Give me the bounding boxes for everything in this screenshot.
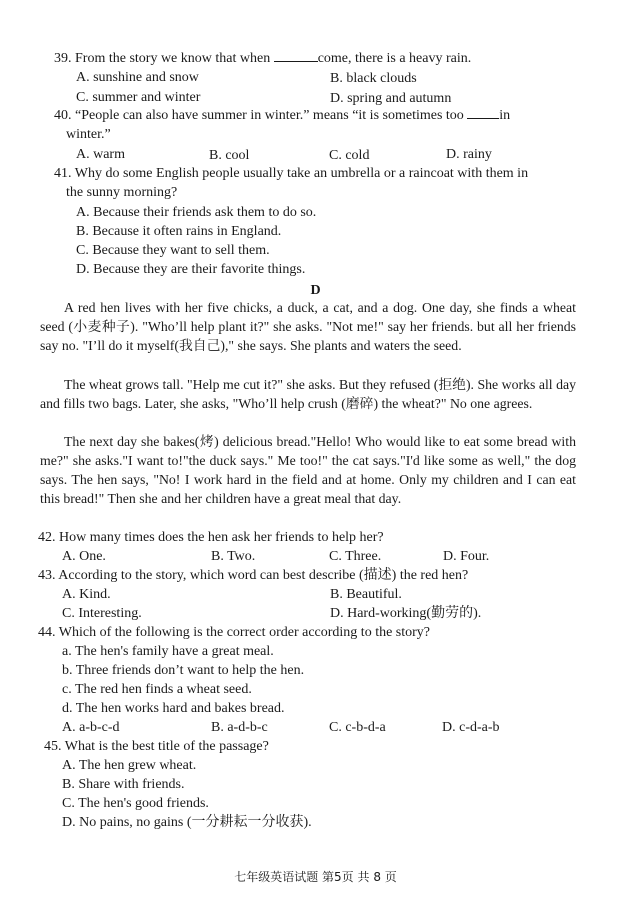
q45-option-b: B. Share with friends. xyxy=(62,777,185,792)
q43-option-d: D. Hard-working(勤劳的). xyxy=(330,606,482,621)
q44-option-d: D. c-d-a-b xyxy=(442,720,500,735)
q40-option-c: C. cold xyxy=(329,148,370,163)
q42-stem: 42. How many times does the hen ask her friends to help her? xyxy=(38,530,384,545)
q44-option-c: C. c-b-d-a xyxy=(329,720,386,735)
q44-event-d: d. The hen works hard and bakes bread. xyxy=(62,701,285,716)
passage-p2-text: The wheat grows tall. "Help me cut it?" she asks. But they refused (拒绝). She works all day and fills two bags. Later, she asks, "Who’ll help crush (磨碎) the wheat?" No one agrees. xyxy=(40,377,576,411)
q40-option-d: D. rainy xyxy=(446,147,492,162)
q40-option-b: B. cool xyxy=(209,148,250,163)
q45-option-a: A. The hen grew wheat. xyxy=(62,758,197,773)
q39-stem-before: 39. From the story we know that when xyxy=(54,51,274,66)
q45-stem: 45. What is the best title of the passage? xyxy=(44,739,269,754)
q45-option-c: C. The hen's good friends. xyxy=(62,796,209,811)
q44-option-b: B. a-d-b-c xyxy=(211,720,268,735)
q40-stem-after: in xyxy=(499,108,511,123)
passage-p3-text: The next day she bakes(烤) delicious bread."Hello! Who would like to eat some bread with me?" she asks."I want to!"the duck says." Me too!" the cat says."I'd like some as well," the dog says. The hen says, "No! I work hard in the field and at home. Only my children and I can eat this bread!" Then she and her children have a great meal that day. xyxy=(40,434,576,506)
q42-option-d: D. Four. xyxy=(443,549,490,564)
q41-stem-line2: the sunny morning? xyxy=(66,185,178,200)
q39-stem-after: come, there is a heavy rain. xyxy=(317,51,472,66)
q41-option-c: C. Because they want to sell them. xyxy=(76,243,270,258)
q42-option-a: A. One. xyxy=(62,549,106,564)
q40-stem-before: 40. “People can also have summer in winter.” means “it is sometimes too xyxy=(54,108,468,123)
q43-option-a: A. Kind. xyxy=(62,587,111,602)
q41-option-a: A. Because their friends ask them to do so. xyxy=(76,205,317,220)
q43-option-c: C. Interesting. xyxy=(62,606,142,621)
q40-option-a: A. warm xyxy=(76,147,125,162)
q42-option-b: B. Two. xyxy=(211,549,256,564)
passage-paragraph-3 xyxy=(40,432,576,508)
q41-option-b: B. Because it often rains in England. xyxy=(76,224,282,239)
q39-option-c: C. summer and winter xyxy=(76,90,201,105)
q39-option-b: B. black clouds xyxy=(330,71,417,86)
q41-stem-line1: 41. Why do some English people usually take an umbrella or a raincoat with them in xyxy=(54,166,529,181)
passage-paragraph-1 xyxy=(40,298,576,355)
passage-p1-text: A red hen lives with her five chicks, a duck, a cat, and a dog. One day, she finds a wheat seed (小麦种子). "Who’ll help plant it?" she asks. "Not me!" say her friends. but all her friends say no. "I’ll do it myself(我自己)," she says. She plants and waters the seed. xyxy=(40,300,576,353)
q43-stem: 43. According to the story, which word can best describe (描述) the red hen? xyxy=(38,568,469,583)
q39-option-d: D. spring and autumn xyxy=(330,91,452,106)
q44-stem: 44. Which of the following is the correct order according to the story? xyxy=(38,625,431,640)
passage-paragraph-2 xyxy=(40,375,576,413)
q44-event-a: a. The hen's family have a great meal. xyxy=(62,644,274,659)
q43-option-b: B. Beautiful. xyxy=(330,587,402,602)
q39-option-a: A. sunshine and snow xyxy=(76,70,199,85)
section-title: D xyxy=(310,283,321,298)
page-footer: 七年级英语试题 第5页 共 8 页 xyxy=(234,870,397,884)
q41-option-d: D. Because they are their favorite things. xyxy=(76,262,306,277)
q44-option-a: A. a-b-c-d xyxy=(62,720,120,735)
question-39-stem xyxy=(54,49,471,68)
q40-stem-line2: winter.” xyxy=(66,127,111,142)
q44-event-b: b. Three friends don’t want to help the hen. xyxy=(62,663,305,678)
answer-blank xyxy=(467,106,499,119)
question-40-stem xyxy=(54,106,510,125)
q45-option-d: D. No pains, no gains (一分耕耘一分收获). xyxy=(62,815,312,830)
q42-option-c: C. Three. xyxy=(329,549,382,564)
answer-blank xyxy=(274,49,318,62)
q44-event-c: c. The red hen finds a wheat seed. xyxy=(62,682,252,697)
